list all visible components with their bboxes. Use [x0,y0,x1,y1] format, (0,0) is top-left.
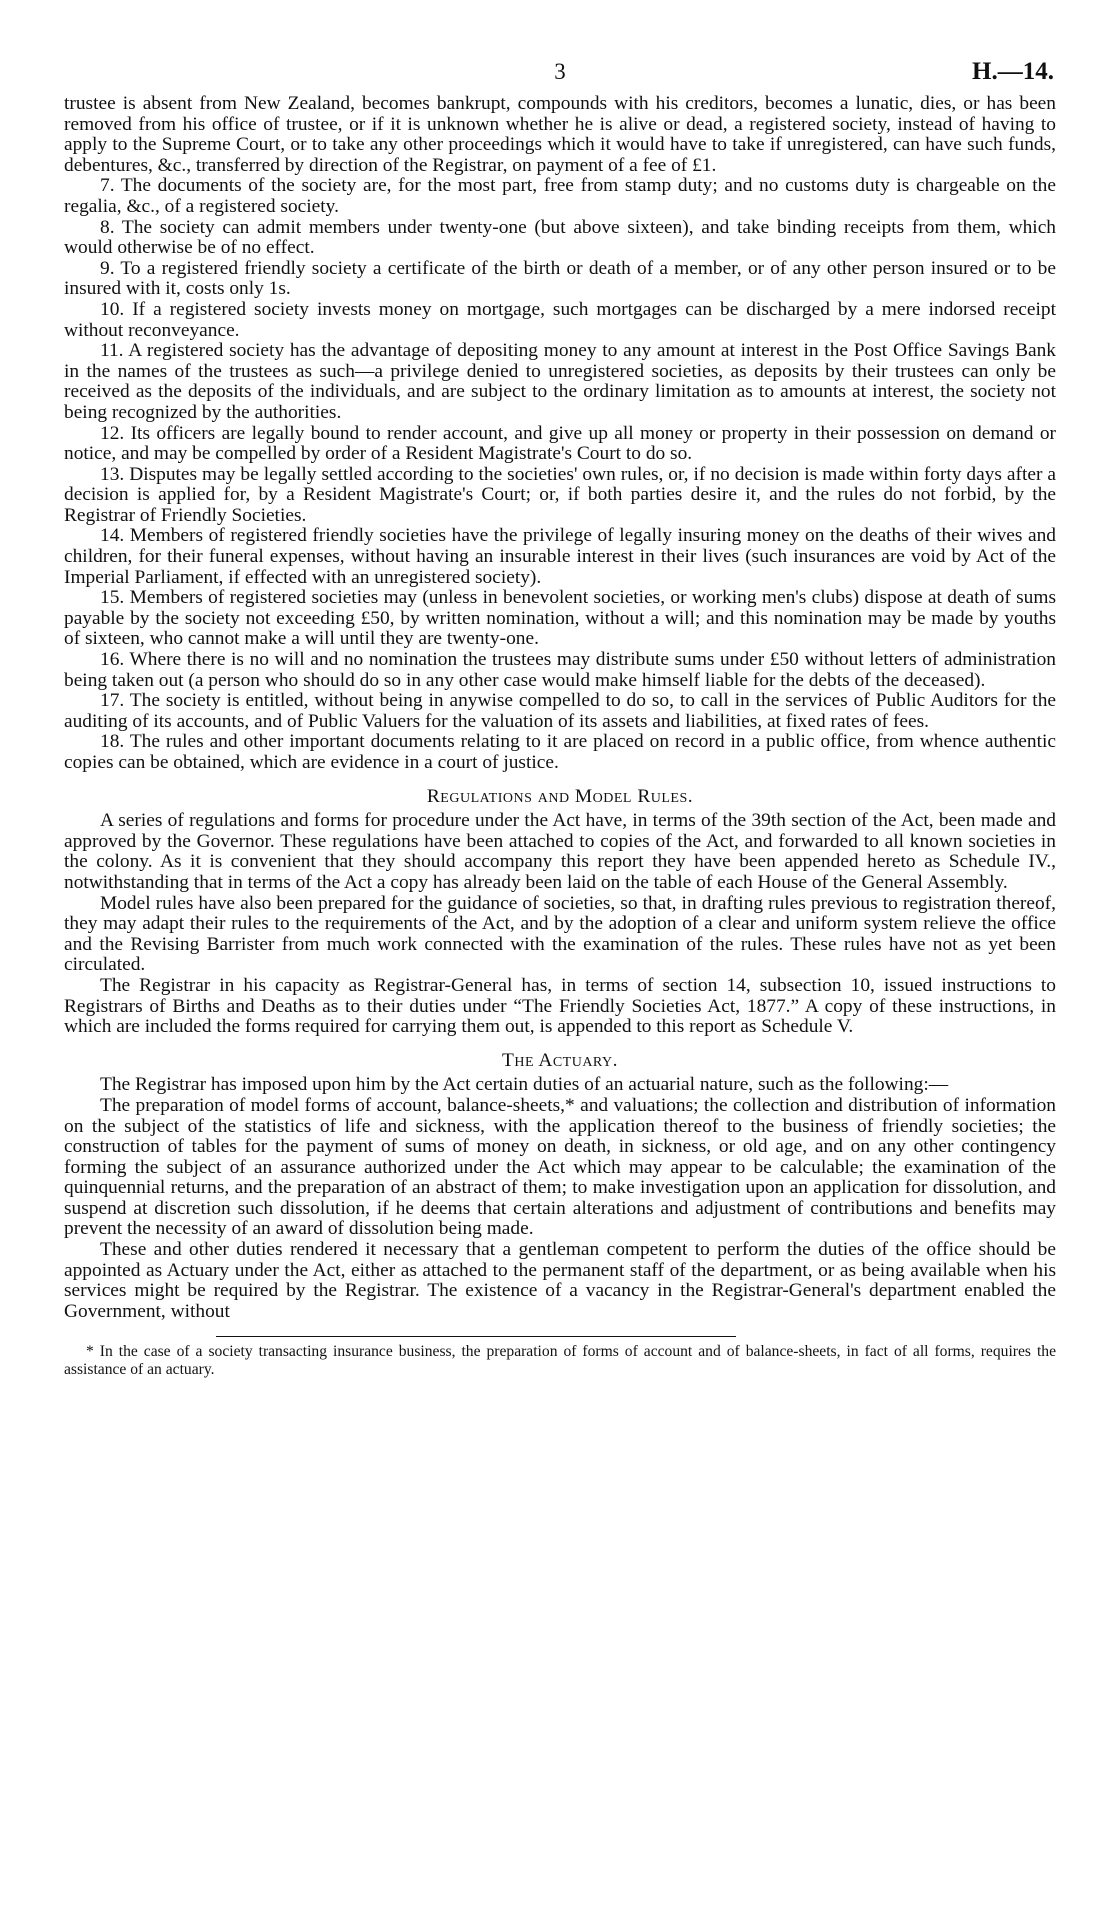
document-page [64,58,1056,1378]
section-heading-actuary: The Actuary. [502,1049,618,1071]
footnote: * In the case of a society transacting insurance business, the preparation of forms of account and of balance-sheets, in fact of all forms, requires the assistance of an actuary. [64,1343,1056,1378]
paragraph-16: 16. Where there is no will and no nomination the trustees may distribute sums under £50 without letters of administration being taken out (a person who should do so in any other case would make himself liable for the debts of the deceased). [64,649,1056,691]
paragraph-7: 7. The documents of the society are, for the most part, free from stamp duty; and no customs duty is chargeable on the regalia, &c., of a registered society. [64,175,1056,217]
paragraph-8: 8. The society can admit members under twenty-one (but above sixteen), and take binding receipts from them, which would otherwise be of no effect. [64,216,1056,259]
page-header [64,58,1056,94]
actuary-appointment-paragraph: These and other duties rendered it necessary that a gentleman competent to perform the duties of the office should be appointed as Actuary under the Act, either as attached to the permanent staff of the department, or as being available when his services might be required by the Registrar. The existence of a vacancy in the Registrar-General's department enabled the Government, without [64,1239,1056,1322]
actuary-intro-paragraph: The Registrar has imposed upon him by the Act certain duties of an actuarial nature, such as the following:— [100,1074,949,1096]
paragraph-18: 18. The rules and other important documents relating to it are placed on record in a public office, from whence authentic copies can be obtained, which are evidence in a court of justice. [64,731,1056,773]
footnote-divider [216,1336,736,1337]
paragraph-14: 14. Members of registered friendly societies have the privilege of legally insuring money on the deaths of their wives and children, for their funeral expenses, without having an insurable interest in their lives (such insurances are void by Act of the Imperial Parliament, if effected with an unregistered society). [64,525,1056,588]
paragraph-9: 9. To a registered friendly society a certificate of the birth or death of a member, or of any other person insured or to be insured with it, costs only 1s. [64,257,1056,300]
paragraph-17: 17. The society is entitled, without being in anywise compelled to do so, to call in the services of Public Auditors for the auditing of its accounts, and of Public Valuers for the valuation of its assets and liabilities, at fixed rates of fees. [64,690,1056,732]
section-heading-regulations: Regulations and Model Rules. [426,785,694,807]
actuary-duties-paragraph: The preparation of model forms of account, balance-sheets,* and valuations; the collection and distribution of information on the subject of the statistics of life and sickness, with the application thereof to the business of friendly societies; the construction of tables for the payment of sums of money on death, in sickness, or old age, and on any other contingency forming the subject of an assurance authorized under the Act which may appear to be calculable; the examination of the quinquennial returns, and the preparation of an abstract of them; to make investigation upon an application for dissolution, and suspend at discretion such dissolution, if he deems that certain alterations and adjustment of contributions and benefits may prevent the necessity of an award of dissolution being made. [64,1094,1056,1240]
regulations-paragraph: A series of regulations and forms for procedure under the Act have, in terms of the 39th section of the Act, been made and approved by the Governor. These regulations have been attached to copies of the Act, and forwarded to all known societies in the colony. As it is convenient that they should accompany this report they have been appended hereto as Schedule IV., notwithstanding that in terms of the Act a copy has already been laid on the table of each House of the General Assembly. [64,810,1056,893]
paragraph-10: 10. If a registered society invests money on mortgage, such mortgages can be discharged by a mere indorsed receipt without reconveyance. [64,298,1056,341]
document-reference: H.—14. [972,58,1054,85]
paragraph-13: 13. Disputes may be legally settled according to the societies' own rules, or, if no decision is made within forty days after a decision is applied for, by a Resident Magistrate's Court; or, if both parties desire it, and the rules do not forbid, by the Registrar of Friendly Societies. [64,463,1056,526]
section-actuary-body [64,1075,1056,1322]
paragraph-12: 12. Its officers are legally bound to render account, and give up all money or property in their possession on demand or notice, and may be compelled by order of a Resident Magistrate's Court to do so. [64,422,1056,465]
paragraph-15: 15. Members of registered societies may (unless in benevolent societies, or working men's clubs) dispose at death of sums payable by the society not exceeding £50, by written nomination, without a will; and this nomination may be made by youths of sixteen, who cannot make a will until they are twenty-one. [64,587,1056,650]
model-rules-paragraph: Model rules have also been prepared for the guidance of societies, so that, in drafting rules previous to registration thereof, they may adapt their rules to the requirements of the Act, and by the adoption of a clear and uniform system relieve the office and the Revising Barrister from much work connected with the examination of the rules. These rules have not as yet been circulated. [64,892,1056,976]
paragraph-continuation: trustee is absent from New Zealand, becomes bankrupt, compounds with his creditors, becomes a lunatic, dies, or has been removed from his office of trustee, or if it is unknown whether he is alive or dead, a registered society, instead of having to apply to the Supreme Court, or to take any other proceedings which it would have to take if unregistered, can have such funds, debentures, &c., transferred by direction of the Registrar, on payment of a fee of £1. [64,93,1056,176]
paragraph-11: 11. A registered society has the advantage of depositing money to any amount at interest in the Post Office Savings Bank in the names of the trustees as such—a privilege denied to unregistered societies, as deposits by their trustees can only be received as the deposits of the individuals, and are subject to the ordinary limitation as to amounts at interest, the society not being recognized by the authorities. [64,340,1056,423]
page-number: 3 [554,59,566,84]
section-regulations-body [64,811,1056,1038]
registrar-instructions-paragraph: The Registrar in his capacity as Registrar-General has, in terms of section 14, subsection 10, issued instructions to Registrars of Births and Deaths as to their duties under “The Friendly Societies Act, 1877.” A copy of these instructions, in which are included the forms required for carrying them out, is appended to this report as Schedule V. [64,974,1056,1038]
body-top [64,94,1056,774]
